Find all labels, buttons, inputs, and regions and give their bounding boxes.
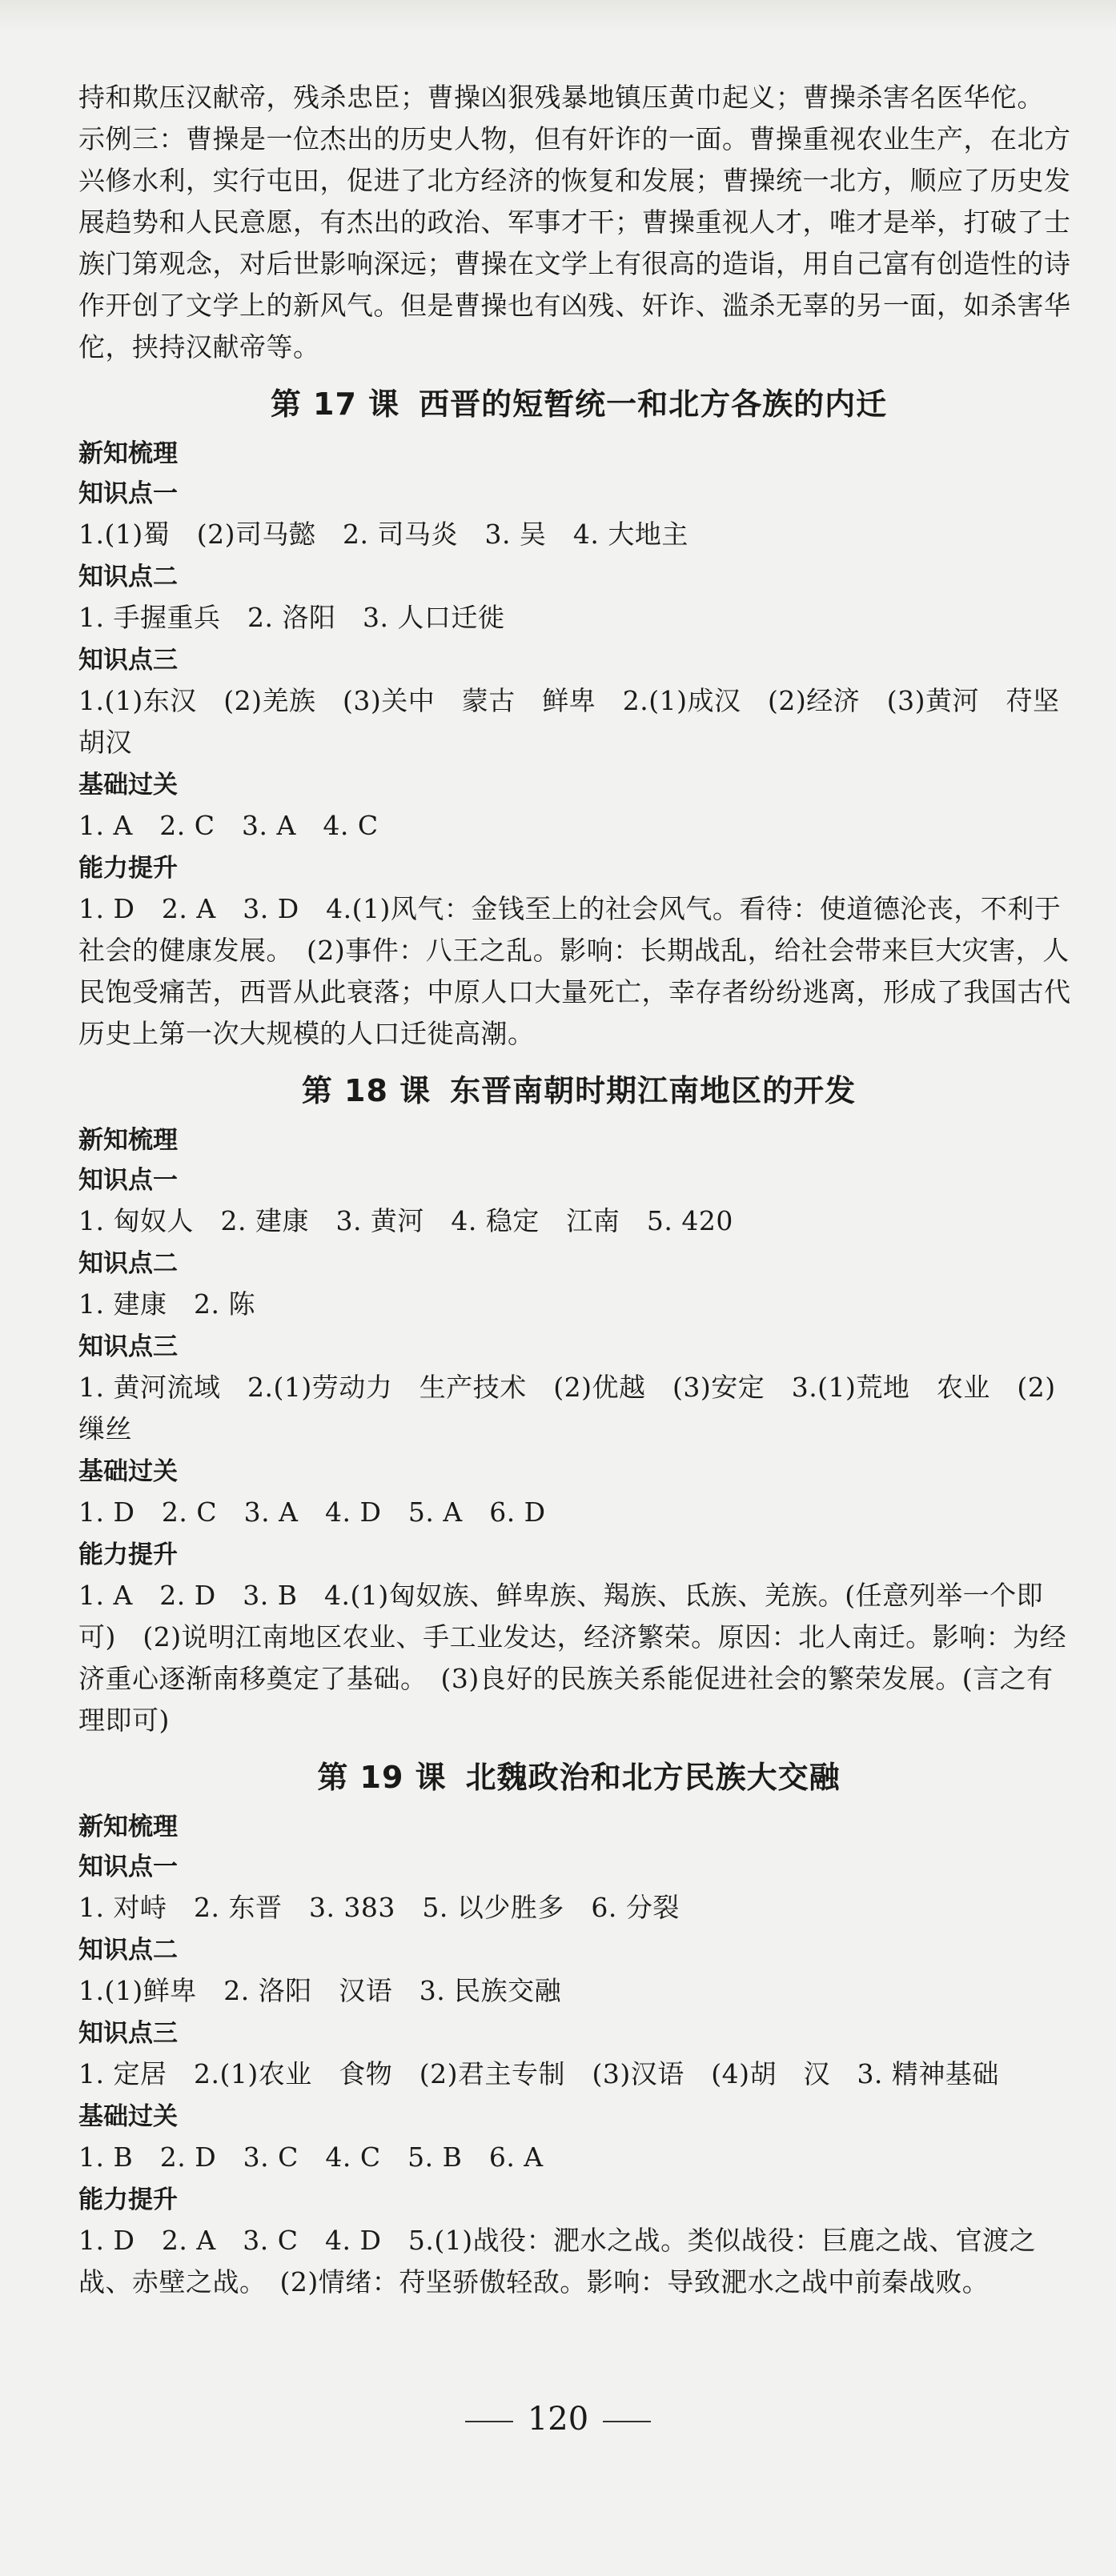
section-label: 知识点二 bbox=[78, 1249, 178, 1278]
section-answer: 1. 匈奴人 2. 建康 3. 黄河 4. 稳定 江南 5. 420 bbox=[78, 1205, 733, 1236]
lesson-name: 西晋的短暂统一和北方各族的内迁 bbox=[419, 387, 888, 422]
section-label: 基础过关 bbox=[78, 1457, 178, 1486]
section-label: 新知梳理 bbox=[78, 1813, 178, 1841]
section-answer: 1. 对峙 2. 东晋 3. 383 5. 以少胜多 6. 分裂 bbox=[78, 1892, 680, 1923]
lesson-number: 第 18 课 bbox=[301, 1073, 432, 1108]
lesson-17 bbox=[78, 381, 1086, 1055]
lesson-title bbox=[78, 1754, 1079, 1801]
section-label: 能力提升 bbox=[78, 1540, 178, 1569]
lesson-title bbox=[78, 381, 1079, 427]
section-label: 能力提升 bbox=[78, 854, 178, 883]
intro-line: 示例三：曹操是一位杰出的历史人物，但有奸诈的一面。曹操重视农业生产，在北方兴修水利，实行屯田，促进了北方经济的恢复和发展；曹操统一北方，顺应了历史发展趋势和人民意愿，有杰出的政治、军事才干；曹操重视人才，唯才是举，打破了士族门第观念，对后世影响深远；曹操在文学上有很高的造诣，用自己富有创造性的诗作开创了文学上的新风气。但是曹操也有凶残、奸诈、滥杀无辜的另一面，如杀害华佗，挟持汉献帝等。 bbox=[78, 123, 1071, 363]
section-label: 基础过关 bbox=[78, 771, 178, 799]
page-number bbox=[0, 2401, 1116, 2438]
section-label: 基础过关 bbox=[78, 2102, 178, 2131]
lesson-name: 北魏政治和北方民族大交融 bbox=[465, 1760, 841, 1795]
page-number-right-dash bbox=[603, 2421, 651, 2422]
section-answer: 1. D 2. A 3. C 4. D 5.(1)战役：淝水之战。类似战役：巨鹿之战、官渡之战、赤壁之战。 (2)情绪：苻坚骄傲轻敌。影响：导致淝水之战中前秦战败。 bbox=[78, 2225, 1037, 2298]
section-label: 知识点一 bbox=[78, 1166, 178, 1195]
section-answer: 1. D 2. A 3. D 4.(1)风气：金钱至上的社会风气。看待：使道德沦丧，不利于社会的健康发展。 (2)事件：八王之乱。影响：长期战乱，给社会带来巨大灾害，人民饱受痛苦，西晋从此衰落；中原人口大量死亡，幸存者纷纷逃离，形成了我国古代历史上第一次大规模的人口迁徙高潮。 bbox=[78, 893, 1071, 1049]
section-answer: 1. 黄河流域 2.(1)劳动力 生产技术 (2)优越 (3)安定 3.(1)荒地 农业 (2)缫丝 bbox=[78, 1372, 1056, 1444]
section-label: 知识点三 bbox=[78, 646, 178, 675]
section-answer: 1.(1)鲜卑 2. 洛阳 汉语 3. 民族交融 bbox=[78, 1975, 562, 2006]
section-answer: 1.(1)东汉 (2)羌族 (3)关中 蒙古 鲜卑 2.(1)成汉 (2)经济 (3)黄河 苻坚 胡汉 bbox=[78, 685, 1086, 758]
section-answer: 1. 手握重兵 2. 洛阳 3. 人口迁徙 bbox=[78, 602, 505, 633]
page-number-value: 120 bbox=[527, 2401, 589, 2438]
lesson-name: 东晋南朝时期江南地区的开发 bbox=[450, 1073, 857, 1108]
lesson-18 bbox=[78, 1068, 1079, 1741]
section-answer: 1. D 2. C 3. A 4. D 5. A 6. D bbox=[78, 1496, 546, 1528]
section-answer: 1. A 2. C 3. A 4. C bbox=[78, 810, 379, 841]
page-number-left-dash bbox=[465, 2421, 513, 2422]
section-answer: 1. A 2. D 3. B 4.(1)匈奴族、鲜卑族、羯族、氐族、羌族。(任意列举一个即可) (2)说明江南地区农业、手工业发达，经济繁荣。原因：北人南迁。影响：为经济重心逐渐南移奠定了基础。 (3)良好的民族关系能促进社会的繁荣发展。(言之有理即可) bbox=[78, 1580, 1067, 1736]
section-label: 知识点二 bbox=[78, 1936, 178, 1965]
section-label: 知识点一 bbox=[78, 1853, 178, 1881]
intro-line: 持和欺压汉献帝，残杀忠臣；曹操凶狠残暴地镇压黄巾起义；曹操杀害名医华佗。 bbox=[78, 82, 1044, 113]
section-answer: 1. B 2. D 3. C 4. C 5. B 6. A bbox=[78, 2141, 544, 2173]
section-answer: 1. 定居 2.(1)农业 食物 (2)君主专制 (3)汉语 (4)胡 汉 3. 精神基础 bbox=[78, 2058, 999, 2089]
section-label: 知识点一 bbox=[78, 479, 178, 508]
section-label: 知识点三 bbox=[78, 1332, 178, 1361]
section-label: 新知梳理 bbox=[78, 439, 178, 468]
intro-paragraph bbox=[78, 77, 1079, 368]
page-content bbox=[78, 77, 1086, 2305]
section-label: 知识点三 bbox=[78, 2019, 178, 2048]
section-answer: 1.(1)蜀 (2)司马懿 2. 司马炎 3. 吴 4. 大地主 bbox=[78, 519, 688, 550]
lesson-number: 第 19 课 bbox=[317, 1760, 447, 1795]
lesson-title bbox=[78, 1068, 1079, 1114]
section-label: 新知梳理 bbox=[78, 1126, 178, 1155]
lesson-number: 第 17 课 bbox=[270, 387, 400, 422]
section-label: 能力提升 bbox=[78, 2185, 178, 2214]
lesson-19 bbox=[78, 1754, 1079, 2303]
section-label: 知识点二 bbox=[78, 563, 178, 591]
section-answer: 1. 建康 2. 陈 bbox=[78, 1288, 255, 1320]
